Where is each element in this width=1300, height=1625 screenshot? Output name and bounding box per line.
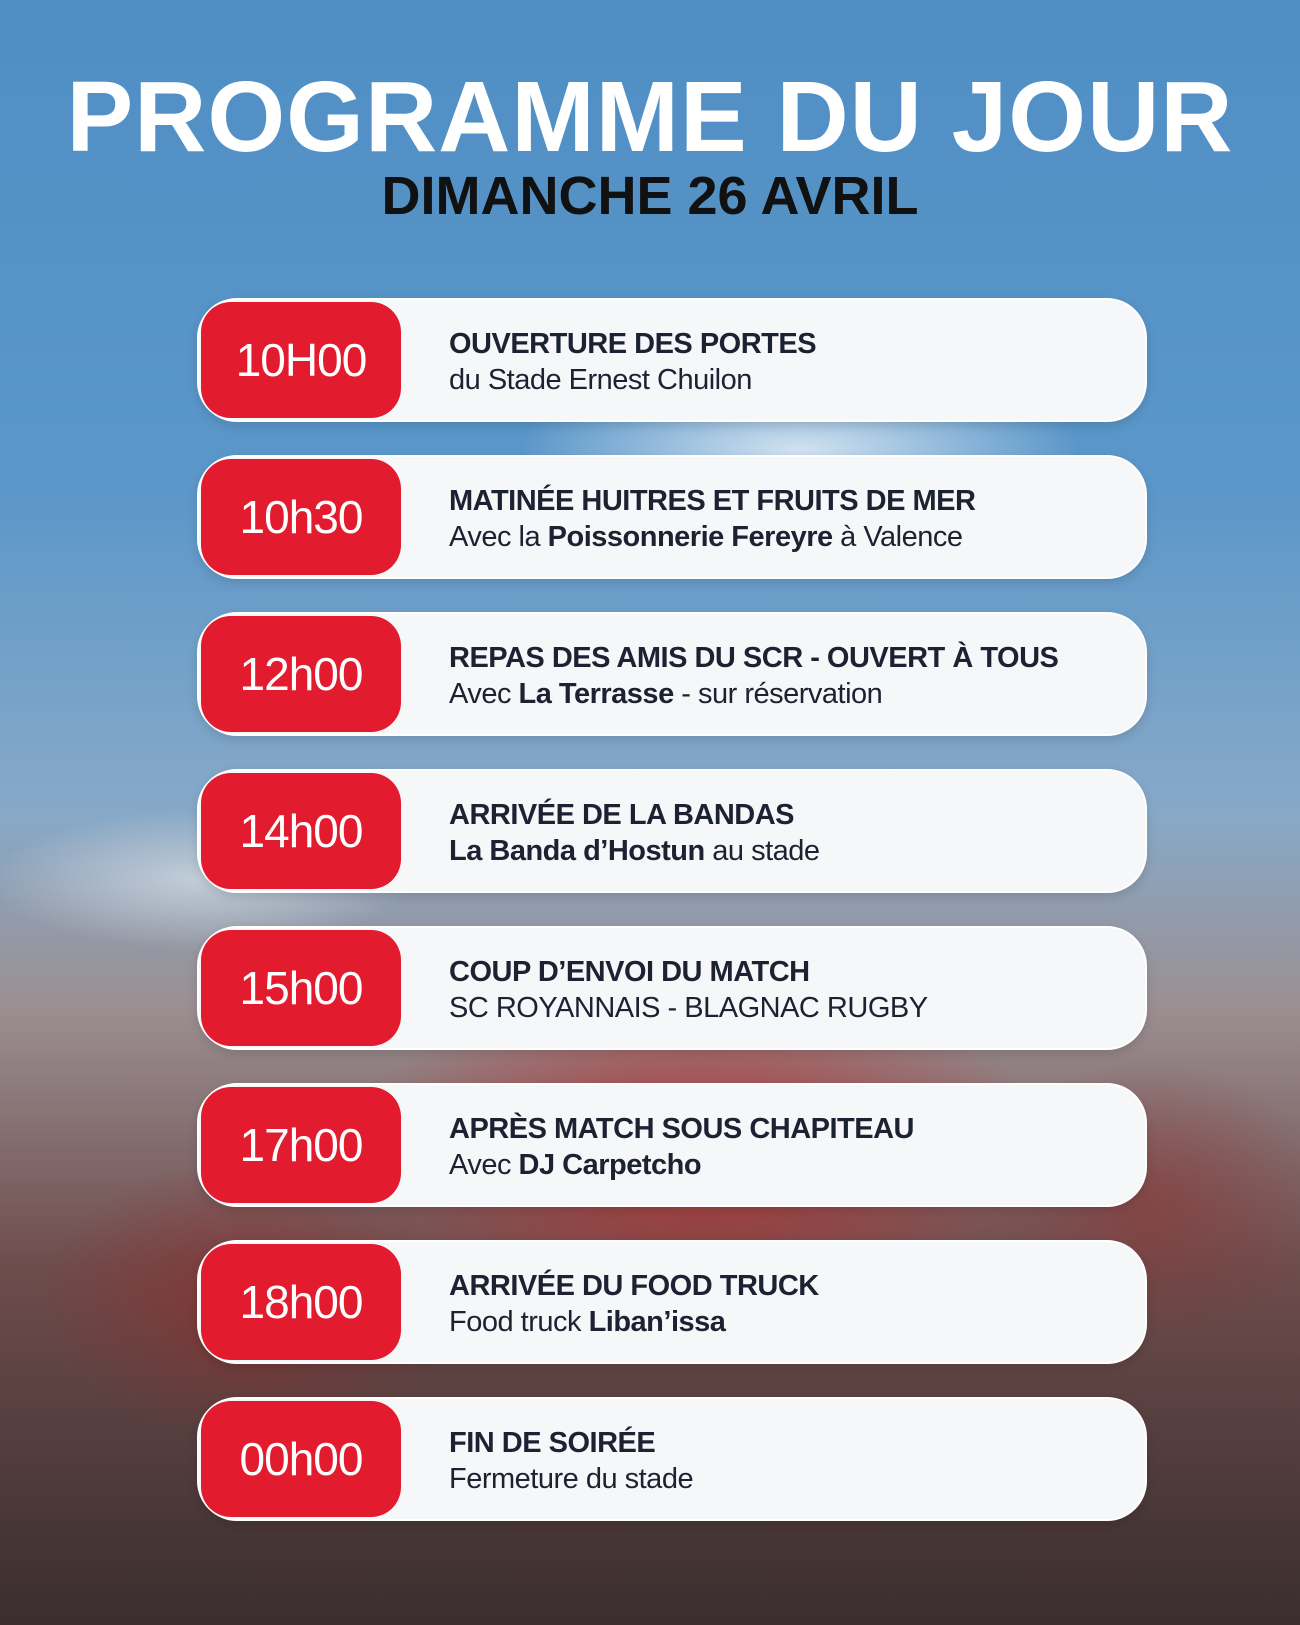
event-detail (449, 833, 1125, 869)
detail-segment: La Banda d’Hostun (449, 835, 705, 867)
schedule-list (197, 298, 1147, 1554)
schedule-item (197, 612, 1147, 736)
event-detail (449, 990, 1125, 1026)
detail-segment: SC ROYANNAIS - BLAGNAC RUGBY (449, 992, 928, 1024)
time-badge: 14h00 (201, 773, 401, 889)
time-badge: 12h00 (201, 616, 401, 732)
detail-segment: - sur réservation (673, 678, 883, 710)
event-detail (449, 676, 1125, 712)
detail-segment: du Stade Ernest Chuilon (449, 364, 752, 396)
time-badge: 17h00 (201, 1087, 401, 1203)
time-badge: 15h00 (201, 930, 401, 1046)
detail-segment: Avec la (449, 521, 548, 553)
event-text (449, 1111, 1125, 1183)
time-badge: 00h00 (201, 1401, 401, 1517)
schedule-item (197, 298, 1147, 422)
event-title: ARRIVÉE DE LA BANDAS (449, 799, 795, 831)
time-badge: 18h00 (201, 1244, 401, 1360)
detail-segment: Fermeture du stade (449, 1463, 694, 1495)
schedule-item (197, 1397, 1147, 1521)
event-detail (449, 519, 1125, 555)
event-text (449, 326, 1125, 398)
detail-segment: DJ Carpetcho (518, 1149, 702, 1181)
time-badge: 10h30 (201, 459, 401, 575)
detail-segment: Liban’issa (588, 1306, 726, 1338)
event-detail (449, 362, 1125, 398)
event-title: ARRIVÉE DU FOOD TRUCK (449, 1270, 819, 1302)
detail-segment: Food truck (449, 1306, 589, 1338)
schedule-item (197, 769, 1147, 893)
schedule-item (197, 1083, 1147, 1207)
schedule-item (197, 926, 1147, 1050)
event-title: FIN DE SOIRÉE (449, 1427, 656, 1459)
event-text (449, 1268, 1125, 1340)
schedule-item (197, 1240, 1147, 1364)
event-title: APRÈS MATCH SOUS CHAPITEAU (449, 1113, 914, 1145)
time-badge: 10H00 (201, 302, 401, 418)
event-text (449, 1425, 1125, 1497)
detail-segment: Avec (449, 678, 519, 710)
detail-segment: Poissonnerie Fereyre (547, 521, 833, 553)
event-title: OUVERTURE DES PORTES (449, 328, 817, 360)
event-detail (449, 1147, 1125, 1183)
event-detail (449, 1304, 1125, 1340)
page-title: PROGRAMME DU JOUR (66, 61, 1234, 173)
event-text (449, 954, 1125, 1026)
event-detail (449, 1461, 1125, 1497)
event-date: DIMANCHE 26 AVRIL (381, 166, 919, 226)
event-text (449, 483, 1125, 555)
detail-segment: La Terrasse (518, 678, 674, 710)
detail-segment: Avec (449, 1149, 519, 1181)
event-text (449, 797, 1125, 869)
detail-segment: à Valence (832, 521, 963, 553)
event-text (449, 640, 1125, 712)
event-title: COUP D’ENVOI DU MATCH (449, 956, 810, 988)
event-title: REPAS DES AMIS DU SCR - OUVERT À TOUS (449, 642, 1059, 674)
event-title: MATINÉE HUITRES ET FRUITS DE MER (449, 485, 976, 517)
detail-segment: au stade (704, 835, 820, 867)
schedule-item (197, 455, 1147, 579)
